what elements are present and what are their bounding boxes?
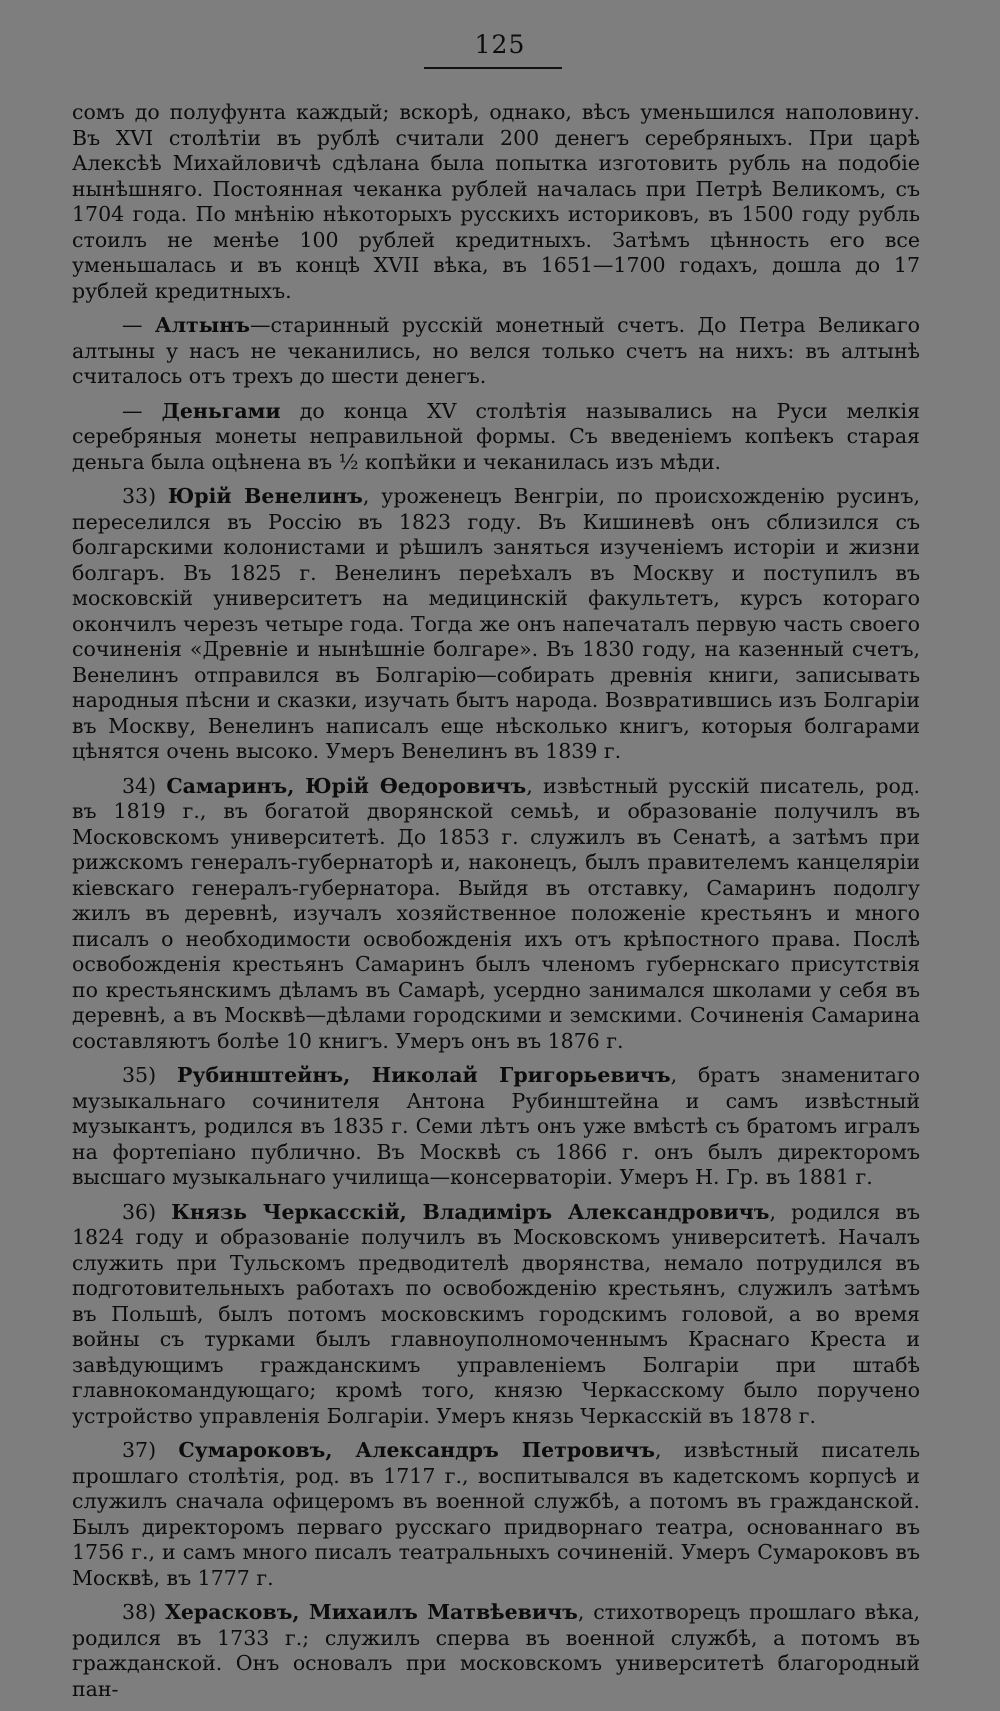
entry-lead: 34): [122, 773, 167, 798]
entry-text: , извѣстный русскій писатель, род. въ 1819 г., въ богатой дворянской семьѣ, и образованіе получилъ въ Московскомъ университетѣ. До 1853 г. служилъ въ Сенатѣ, а затѣмъ при рижскомъ генералъ-губернаторѣ и, наконецъ, былъ правителемъ канцеляріи кіевскаго генералъ-губернатора. Выйдя въ отставку, Самаринъ подолгу жилъ въ деревнѣ, изучалъ хозяйственное положеніе крестьянъ и много писалъ о необходимости освобожденія ихъ отъ крѣпостного права. Послѣ освобожденія крестьянъ Самаринъ былъ членомъ губернскаго присутствія по крестьянскимъ дѣламъ въ Самарѣ, усердно занимался школами у себя въ деревнѣ, а въ Москвѣ—дѣлами городскими и земскими. Сочиненія Самарина составляютъ болѣе 10 книгъ. Умеръ онъ въ 1876 г.: [72, 773, 920, 1053]
entry-paragraph: [72, 313, 920, 390]
entry-paragraph: [72, 1600, 920, 1702]
entry-paragraph: [72, 1063, 920, 1191]
entry-lead: 33): [122, 484, 168, 508]
entry-lead: —: [122, 398, 162, 423]
entry-lead: —: [122, 313, 155, 337]
entry-text: , уроженецъ Венгріи, по происхожденію русинъ, переселился въ Россію въ 1823 году. Въ Кишиневѣ онъ сблизился съ болгарскими колонистами и рѣшилъ заняться изученіемъ исторіи и жизни болгаръ. Въ 1825 г. Венелинъ переѣхалъ въ Москву и поступилъ въ московскій университетъ на медицинскій факультетъ, курсъ котораго окончилъ черезъ четыре года. Тогда же онъ напечаталъ первую часть своего сочиненія «Древніе и нынѣшніе болгаре». Въ 1830 году, на казенный счетъ, Венелинъ отправился въ Болгарію—собирать древнія книги, записывать народныя пѣсни и сказки, изучать бытъ народа. Возвратившись изъ Болгаріи въ Москву, Венелинъ написалъ еще нѣсколько книгъ, которыя болгарами цѣнятся очень высоко. Умеръ Венелинъ въ 1839 г.: [72, 484, 920, 763]
intro-paragraph: сомъ до полуфунта каждый; вскорѣ, однако, вѣсъ уменьшился наполовину. Въ XVI столѣтіи въ рублѣ считали 200 денегъ серебряныхъ. При царѣ Алексѣѣ Михайловичѣ сдѣлана была попытка изготовить рубль на подобіе нынѣшняго. Постоянная чеканка рублей началась при Петрѣ Великомъ, съ 1704 года. По мнѣнію нѣкоторыхъ русскихъ историковъ, въ 1500 году рубль стоилъ не менѣе 100 рублей кредитныхъ. Затѣмъ цѣнность его все уменьшалась и въ концѣ XVII вѣка, въ 1651—1700 годахъ, дошла до 17 рублей кредитныхъ.: [72, 100, 920, 303]
entry-name: Юрій Венелинъ: [167, 484, 363, 508]
entry-text: , родился въ 1824 году и образованіе получилъ въ Московскомъ университетѣ. Началъ служить при Тульскомъ предводителѣ дворянства, немало потрудился въ подготовительныхъ работахъ по освобожденію крестьянъ, служилъ затѣмъ въ Польшѣ, былъ потомъ московскимъ городскимъ головой, а во время войны съ турками былъ главноуполномоченнымъ Краснаго Креста и завѣдующимъ гражданскимъ управленіемъ Болгаріи при штабѣ главнокомандующаго; кромѣ того, князю Черкасскому было поручено устройство управленія Болгаріи. Умеръ князь Черкасскій въ 1878 г.: [72, 1199, 920, 1428]
entry-lead: 38): [122, 1600, 165, 1624]
entry-lead: 36): [122, 1199, 172, 1224]
entry-text: , извѣстный писатель прошлаго столѣтія, род. въ 1717 г., воспитывался въ кадетскомъ корпусѣ и служилъ сначала офицеромъ въ военной службѣ, а потомъ въ гражданской. Былъ директоромъ перваго русскаго придворнаго театра, основаннаго въ 1756 г., и самъ много писалъ театральныхъ сочиненій. Умеръ Сумароковъ въ Москвѣ, въ 1777 г.: [72, 1438, 920, 1590]
entry-name: Деньгами: [161, 398, 281, 423]
entry-paragraph: [72, 1438, 920, 1591]
entry-name: Самаринъ, Юрій Ѳедоровичъ: [166, 773, 527, 798]
entry-name: Рубинштейнъ, Николай Григорьевичъ: [176, 1063, 671, 1087]
entry-text: —старинный русскій монетный счетъ. До Петра Великаго алтыны у насъ не чеканились, но велся только счетъ на нихъ: въ алтынѣ считалось отъ трехъ до шести денегъ.: [72, 313, 920, 388]
entry-name: Князь Черкасскій, Владиміръ Александровичъ: [171, 1199, 770, 1224]
entry-lead: 37): [122, 1438, 179, 1462]
entry-paragraph: [72, 774, 920, 1055]
entry-name: Сумароковъ, Александръ Петровичъ: [178, 1438, 656, 1462]
entry-lead: 35): [122, 1063, 177, 1087]
body-text: [72, 100, 920, 1711]
entry-text: до конца XV столѣтія назывались на Руси мелкія серебряныя монеты неправильной формы. Съ введеніемъ копѣекъ старая деньга была оцѣнена въ ½ копѣйки и чеканилась изъ мѣди.: [72, 398, 920, 474]
entry-text: , братъ знаменитаго музыкальнаго сочинителя Антона Рубинштейна и самъ извѣстный музыкантъ, родился въ 1835 г. Семи лѣтъ онъ уже вмѣстѣ съ братомъ игралъ на фортепіано публично. Въ Москвѣ съ 1866 г. онъ былъ директоромъ высшаго музыкальнаго училища—консерваторіи. Умеръ Н. Гр. въ 1881 г.: [72, 1063, 920, 1189]
entry-name: Алтынъ: [154, 313, 251, 337]
entry-paragraph: [72, 1200, 920, 1430]
entry-text: , стихотворецъ прошлаго вѣка, родился въ 1733 г.; служилъ сперва въ военной службѣ, а потомъ въ гражданской. Онъ основалъ при московскомъ университетѣ благородный пан-: [72, 1600, 920, 1701]
page-number: 125: [474, 30, 526, 59]
entry-paragraph: [72, 399, 920, 476]
entry-paragraph: [72, 484, 920, 765]
entry-name: Херасковъ, Михаилъ Матвѣевичъ: [164, 1600, 578, 1624]
page-number-rule: [424, 67, 562, 69]
